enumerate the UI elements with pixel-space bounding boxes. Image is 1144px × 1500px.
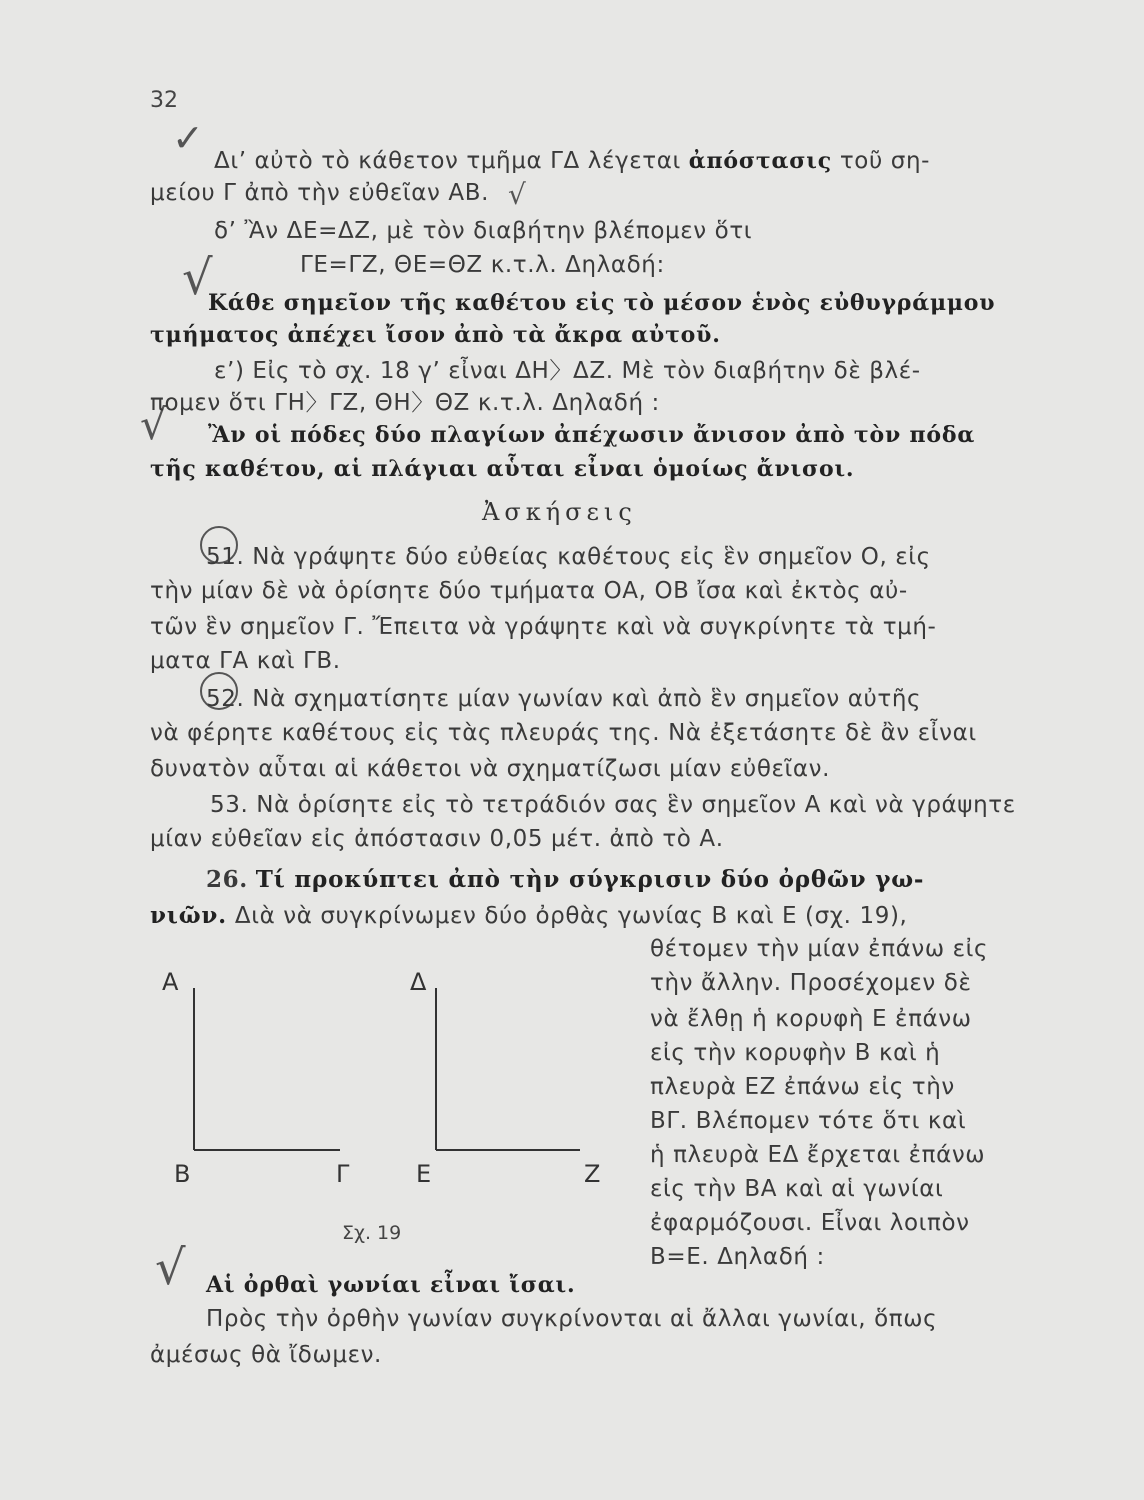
point-label-D: Δ [410, 968, 427, 996]
exercise-line: νὰ φέρητε καθέτους εἰς τὰς πλευράς της. Νὰ ἐξετάσητε δὲ ἂν εἶναι [150, 720, 977, 746]
point-label-G: Γ [336, 1160, 350, 1188]
figure-caption: Σχ. 19 [342, 1222, 402, 1244]
exercise-line: τῶν ἓν σημεῖον Γ. Ἔπειτα νὰ γράψητε καὶ νὰ συγκρίνητε τὰ τμή- [150, 614, 937, 640]
check-mark-icon: ✓ [172, 116, 204, 160]
side-text-line: πλευρὰ ΕΖ ἐπάνω εἰς τὴν [650, 1074, 955, 1100]
point-label-A: Α [162, 968, 179, 996]
right-angles-diagram [140, 960, 620, 1260]
figure-19 [140, 960, 620, 1260]
text-line: δ’ Ἂν ΔΕ=ΔΖ, μὲ τὸν διαβήτην βλέπομεν ὅτι [214, 218, 753, 244]
point-label-Z: Ζ [584, 1160, 601, 1188]
closing-line: ἀμέσως θὰ ἴδωμεν. [150, 1342, 382, 1368]
point-label-E: Ε [416, 1160, 432, 1188]
term-bold: ἀπόστασις [688, 148, 832, 174]
check-mark-icon: √ [182, 250, 213, 306]
side-text-line: εἰς τὴν ΒΑ καὶ αἱ γωνίαι [650, 1176, 944, 1202]
exercise-line: μίαν εὐθεῖαν εἰς ἀπόστασιν 0,05 μέτ. ἀπὸ τὸ Α. [150, 826, 724, 852]
section-intro-line: νιῶν. Διὰ νὰ συγκρίνωμεν δύο ὀρθὰς γωνίας Β καὶ Ε (σχ. 19), [150, 902, 908, 929]
check-mark-icon: √ [155, 1240, 186, 1296]
check-mark-icon: √ [140, 400, 167, 449]
side-text-line: ἡ πλευρὰ ΕΔ ἔρχεται ἐπάνω [650, 1142, 986, 1168]
conclusion-line: Αἱ ὀρθαὶ γωνίαι εἶναι ἴσαι. [206, 1272, 576, 1298]
closing-line: Πρὸς τὴν ὀρθὴν γωνίαν συγκρίνονται αἱ ἄλλαι γωνίαι, ὅπως [206, 1306, 938, 1332]
section-title-line [206, 866, 924, 893]
exercise-line: ματα ΓΑ καὶ ΓΒ. [150, 648, 341, 674]
section-title-end: νιῶν. [150, 902, 227, 929]
rule-bold-line: τῆς καθέτου, αἱ πλάγιαι αὗται εἶναι ὁμοίως ἄνισοι. [150, 456, 855, 482]
text-line: μείου Γ ἀπὸ τὴν εὐθεῖαν ΑΒ. [150, 180, 490, 206]
exercise-line: 52. Νὰ σχηματίσητε μίαν γωνίαν καὶ ἀπὸ ἓν σημεῖον αὐτῆς [206, 686, 922, 712]
side-text-line: νὰ ἔλθῃ ἡ κορυφὴ Ε ἐπάνω [650, 1006, 972, 1032]
text-line: ΓΕ=ΓΖ, ΘΕ=ΘΖ κ.τ.λ. Δηλαδή: [300, 252, 665, 278]
rule-bold-line: τμήματος ἀπέχει ἴσον ἀπὸ τὰ ἄκρα αὐτοῦ. [150, 322, 721, 348]
exercise-line: δυνατὸν αὗται αἱ κάθετοι νὰ σχηματίζωσι μίαν εὐθεῖαν. [150, 756, 831, 782]
text-line: πομεν ὅτι ΓΗ〉ΓΖ, ΘΗ〉ΘΖ κ.τ.λ. Δηλαδή : [150, 390, 660, 416]
text-line: ε’) Εἰς τὸ σχ. 18 γ’ εἶναι ΔΗ〉ΔΖ. Μὲ τὸν διαβήτην δὲ βλέ- [214, 358, 921, 384]
side-text-line: θέτομεν τὴν μίαν ἐπάνω εἰς [650, 936, 989, 962]
section-title: Τί προκύπτει ἀπὸ τὴν σύγκρισιν δύο ὀρθῶν γω- [255, 866, 925, 893]
point-label-B: Β [174, 1160, 191, 1188]
page-number: 32 [150, 88, 178, 113]
side-text-line: τὴν ἄλλην. Προσέχομεν δὲ [650, 970, 972, 996]
exercise-line: τὴν μίαν δὲ νὰ ὁρίσητε δύο τμήματα ΟΑ, ΟΒ ἴσα καὶ ἐκτὸς αὐ- [150, 578, 908, 604]
exercise-line: 51. Νὰ γράψητε δύο εὐθείας καθέτους εἰς ἓν σημεῖον Ο, εἰς [206, 544, 931, 570]
section-number: 26. [206, 866, 248, 893]
rule-bold-line: Ἂν οἱ πόδες δύο πλαγίων ἀπέχωσιν ἄνισον ἀπὸ τὸν πόδα [208, 422, 976, 448]
check-mark-icon: √ [508, 178, 526, 211]
side-text-line: ΒΓ. Βλέπομεν τότε ὅτι καὶ [650, 1108, 967, 1134]
exercises-heading: Ἀσκήσεις [482, 498, 637, 526]
rule-bold-line: Κάθε σημεῖον τῆς καθέτου εἰς τὸ μέσον ἑνὸς εὐθυγράμμου [208, 290, 996, 316]
side-text-line: ἐφαρμόζουσι. Εἶναι λοιπὸν [650, 1210, 970, 1236]
side-text-line: εἰς τὴν κορυφὴν Β καὶ ἡ [650, 1040, 941, 1066]
exercise-line: 53. Νὰ ὁρίσητε εἰς τὸ τετράδιόν σας ἓν σημεῖον Α καὶ νὰ γράψητε [210, 792, 1016, 818]
text-line: Δι’ αὐτὸ τὸ κάθετον τμῆμα ΓΔ λέγεται ἀπόστασις τοῦ ση- [214, 148, 931, 174]
side-text-line: Β=Ε. Δηλαδή : [650, 1244, 825, 1270]
